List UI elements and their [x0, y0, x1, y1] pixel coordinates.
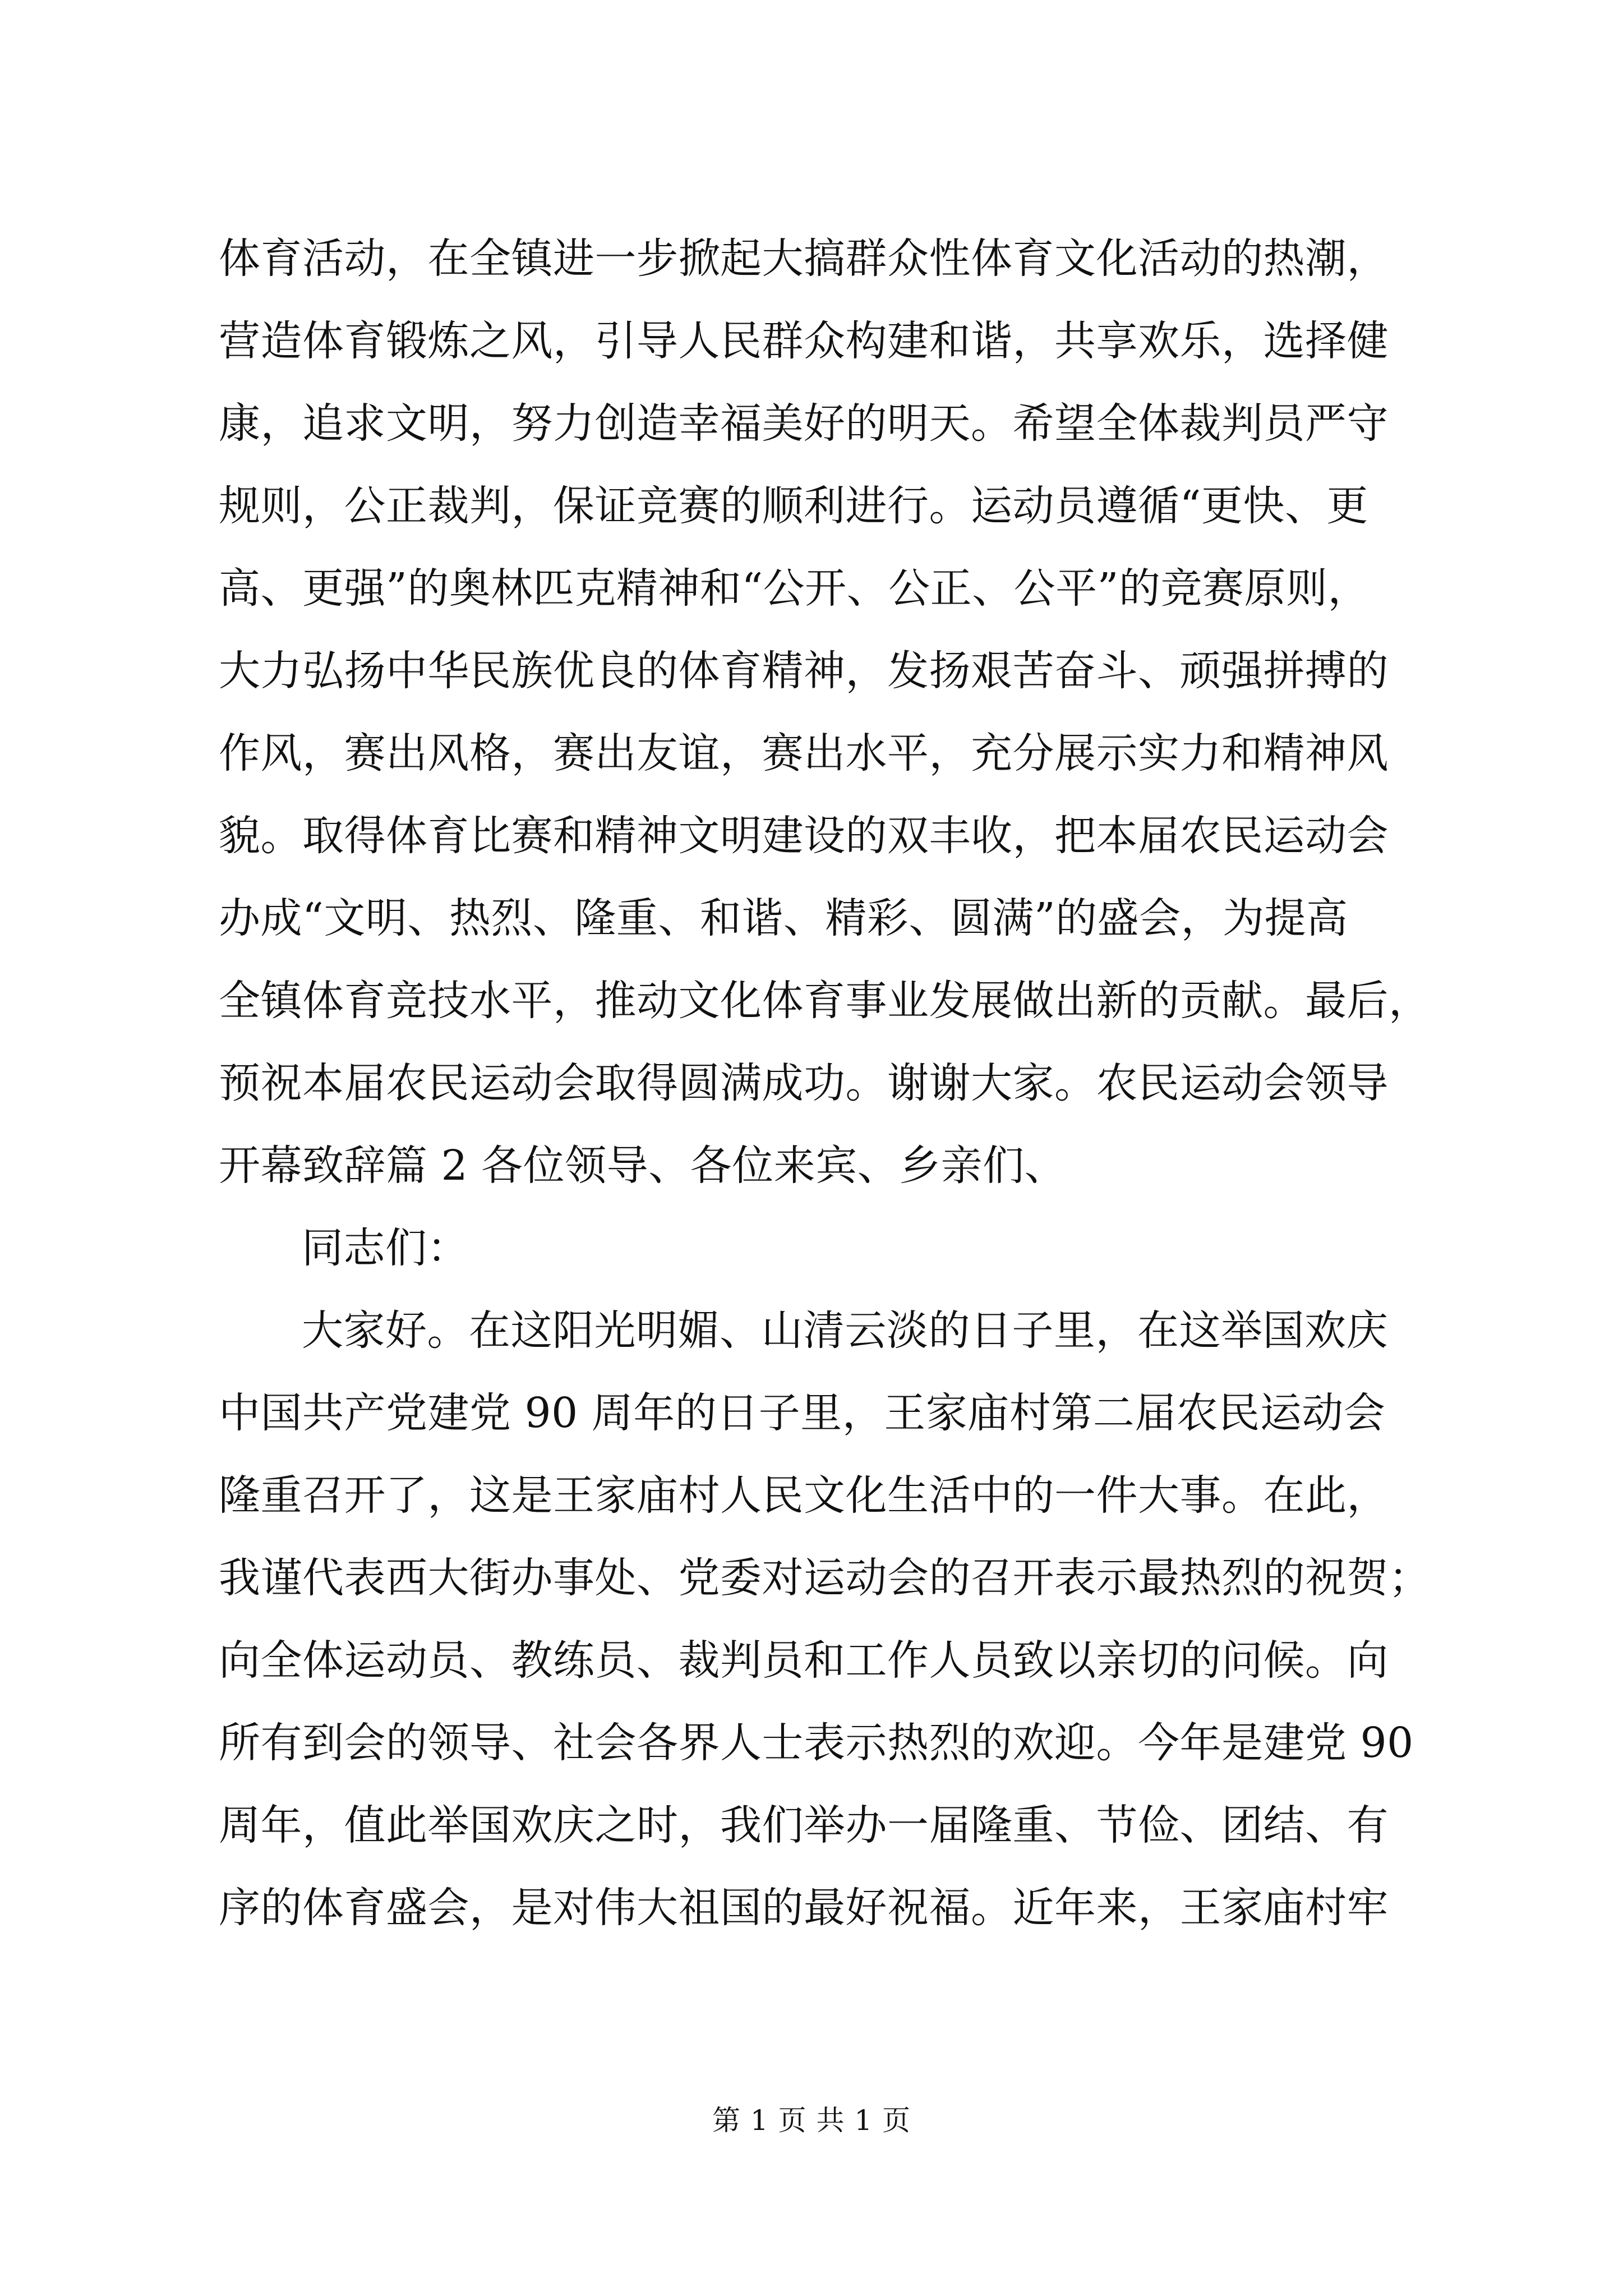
text-line: 貌。取得体育比赛和精神文明建设的双丰收，把本届农民运动会 — [219, 812, 1389, 860]
text-line: 序的体育盛会，是对伟大祖国的最好祝福。近年来，王家庙村牢 — [219, 1884, 1389, 1932]
text-line: 隆重召开了，这是王家庙村人民文化生活中的一件大事。在此， — [219, 1471, 1389, 1520]
text-line: 体育活动，在全镇进一步掀起大搞群众性体育文化活动的热潮， — [219, 234, 1389, 283]
text-line: 全镇体育竞技水平，推动文化体育事业发展做出新的贡献。最后， — [219, 977, 1431, 1025]
page-footer: 第 1 页 共 1 页 — [712, 2104, 911, 2137]
text-line: 康，追求文明，努力创造幸福美好的明天。希望全体裁判员严守 — [219, 399, 1389, 448]
text-line: 大力弘扬中华民族优良的体育精神，发扬艰苦奋斗、顽强拼搏的 — [219, 647, 1389, 695]
text-line: 中国共产党建党 90 周年的日子里，王家庙村第二届农民运动会 — [219, 1389, 1386, 1437]
text-line: 作风，赛出风格，赛出友谊，赛出水平，充分展示实力和精神风 — [219, 729, 1389, 777]
text-line: 办成“文明、热烈、隆重、和谐、精彩、圆满”的盛会，为提高 — [219, 894, 1348, 942]
text-line: 营造体育锻炼之风，引导人民群众构建和谐，共享欢乐，选择健 — [219, 317, 1389, 365]
text-line: 所有到会的领导、社会各界人士表示热烈的欢迎。今年是建党 90 — [219, 1719, 1414, 1767]
text-line: 开幕致辞篇 2 各位领导、各位来宾、乡亲们、 — [219, 1142, 1067, 1190]
document-body — [219, 218, 1430, 1949]
text-line: 规则，公正裁判，保证竞赛的顺利进行。运动员遵循“更快、更 — [219, 482, 1368, 530]
text-line: 高、更强”的奥林匹克精神和“公开、公正、公平”的竞赛原则， — [219, 564, 1370, 613]
text-line: 预祝本届农民运动会取得圆满成功。谢谢大家。农民运动会领导 — [219, 1059, 1389, 1107]
paragraph-start-line: 大家好。在这阳光明媚、山清云淡的日子里，在这举国欢庆 — [302, 1306, 1388, 1355]
salutation-line: 同志们： — [302, 1224, 469, 1272]
text-line: 向全体运动员、教练员、裁判员和工作人员致以亲切的问候。向 — [219, 1636, 1389, 1685]
text-line: 周年，值此举国欢庆之时，我们举办一届隆重、节俭、团结、有 — [219, 1801, 1389, 1849]
text-line: 我谨代表西大街办事处、党委对运动会的召开表示最热烈的祝贺； — [219, 1554, 1431, 1602]
